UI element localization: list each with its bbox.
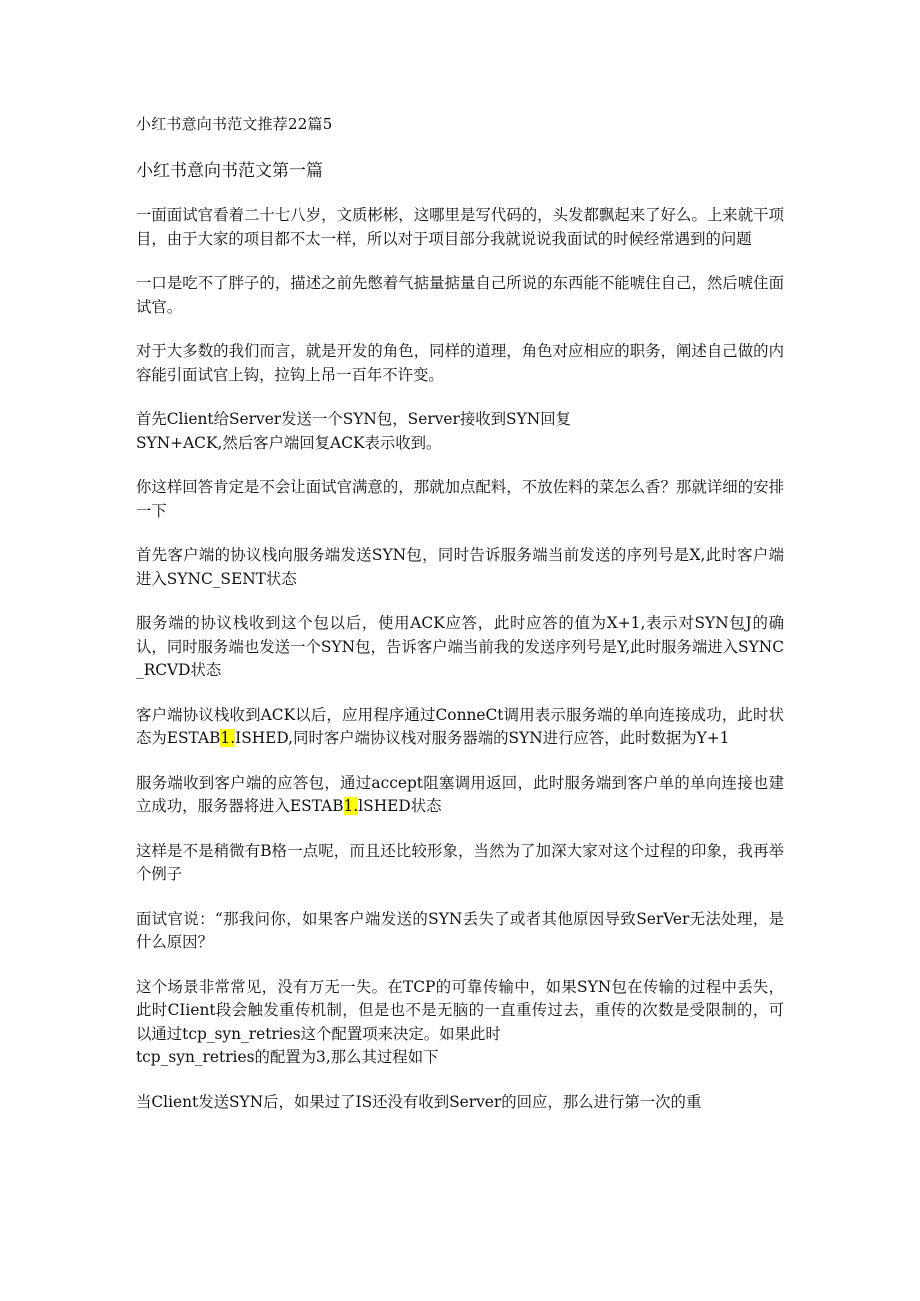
paragraph-text: 面试官说：“那我问你，如果客户端发送的SYN丢失了或者其他原因导致SerVer无法处理，是什么原因？ — [136, 909, 784, 951]
paragraph-text: 客户端协议栈收到ACK以后，应用程序通过ConneCt调用表示服务端的单向连接成功，此时状态为ESTAB — [136, 705, 784, 747]
paragraph-text: 一面面试官看着二十七八岁，文质彬彬，这哪里是写代码的，头发都飘起来了好么。上来就干项目，由于大家的项目都不太一样，所以对于项目部分我就说说我面试的时候经常遇到的问题 — [136, 206, 784, 248]
paragraph — [136, 908, 784, 955]
paragraph-text: 这个场景非常常见，没有万无一失。在TCP的可靠传输中，如果SYN包在传输的过程中丢失，此时CIient段会触发重传机制，但是也不是无脑的一直重传过去，重传的次数是受限制的，可以通过tcp_syn_retries这个配置项来决定。如果此时 — [136, 977, 784, 1043]
paragraph — [136, 840, 784, 887]
paragraph — [136, 340, 784, 387]
paragraph — [136, 976, 784, 1070]
document-body — [136, 112, 784, 1135]
paragraph — [136, 772, 784, 819]
highlighted-text: 1. — [343, 797, 359, 815]
paragraph-text: tcp_syn_retries的配置为3,那么其过程如下 — [136, 1048, 439, 1066]
paragraph-text: lSHED状态 — [358, 797, 442, 815]
paragraph-text: 当Client发送SYN后，如果过了IS还没有收到Server的回应，那么进行第一次的重 — [136, 1092, 702, 1111]
paragraph-text: 你这样回答肯定是不会让面试官满意的，那就加点配料，不放佐料的菜怎么香？那就详细的安排一下 — [136, 478, 784, 520]
document-title: 小红书意向书范文推荐22篇5 — [136, 115, 333, 133]
paragraph-list — [136, 204, 784, 1114]
section-title: 小红书意向书范文第一篇 — [136, 161, 323, 181]
paragraph-text: ISHED,同时客户端协议栈对服务器端的SYN进行应答，此时数据为Y+1 — [235, 729, 730, 747]
paragraph-text: 首先Client给Server发送一个SYN包，Server接收到SYN回复 — [136, 410, 571, 428]
paragraph — [136, 408, 784, 455]
paragraph-text: 这样是不是稍微有B格一点呢，而且还比较形象，当然为了加深大家对这个过程的印象，我再举个例子 — [136, 841, 784, 883]
paragraph — [136, 612, 784, 683]
paragraph-text: 对于大多数的我们而言，就是开发的角色，同样的道理，角色对应相应的职务，阐述自己做的内容能引面试官上钩，拉钩上吊一百年不许变。 — [136, 342, 784, 384]
paragraph-text: 首先客户端的协议栈向服务端发送SYN包，同时告诉服务端当前发送的序列号是X,此时客户端进入SYNC_SENT状态 — [136, 546, 784, 588]
paragraph — [136, 704, 784, 751]
paragraph-text: 一口是吃不了胖子的，描述之前先憋着气掂量掂量自己所说的东西能不能唬住自己，然后唬住面试官。 — [136, 274, 784, 316]
paragraph — [136, 476, 784, 523]
paragraph — [136, 204, 784, 251]
paragraph-text: SYN+ACK,然后客户端回复ACK表示收到。 — [136, 433, 442, 452]
paragraph-text: 服务端收到客户端的应答包，通过accept阻塞调用返回，此时服务端到客户单的单向连接也建立成功，服务器将进入ESTAB — [136, 773, 784, 815]
paragraph — [136, 544, 784, 591]
highlighted-text: 1. — [220, 729, 236, 747]
paragraph-text: 服务端的协议栈收到这个包以后，使用ACK应答，此时应答的值为X+1,表示对SYN包J的确认，同时服务端也发送一个SYN包，告诉客户端当前我的发送序列号是Y,此时服务端进入SYNC_RCVD状态 — [136, 614, 784, 679]
paragraph — [136, 1091, 784, 1115]
paragraph — [136, 272, 784, 319]
